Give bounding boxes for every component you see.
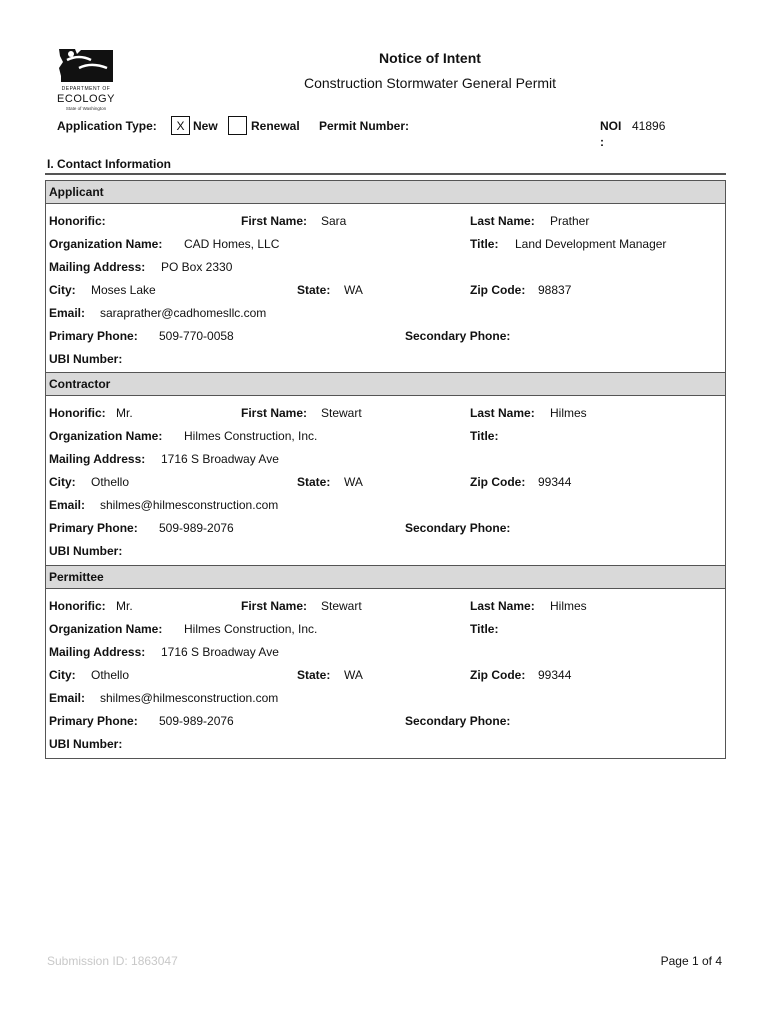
state-label: State: <box>297 283 331 297</box>
logo-department-text: DEPARTMENT OF <box>61 86 111 92</box>
permittee-email-row <box>46 691 725 707</box>
mailing-label: Mailing Address: <box>49 260 146 274</box>
title-label: Title: <box>470 622 499 636</box>
applicant-organization: CAD Homes, LLC <box>184 237 280 251</box>
permittee-first-name: Stewart <box>321 599 362 613</box>
primary-phone-label: Primary Phone: <box>49 329 138 343</box>
section-title: I. Contact Information <box>47 157 171 171</box>
contractor-email-row <box>46 498 725 514</box>
first-name-label: First Name: <box>241 406 308 420</box>
ubi-label: UBI Number: <box>49 544 123 558</box>
permittee-phone-row <box>46 714 725 730</box>
contractor-primary-phone: 509-989-2076 <box>159 521 234 535</box>
permittee-panel <box>45 565 726 759</box>
logo-ecology-text: ECOLOGY <box>57 93 115 105</box>
permittee-email: shilmes@hilmesconstruction.com <box>100 691 279 705</box>
contractor-heading: Contractor <box>46 373 725 396</box>
city-label: City: <box>49 283 76 297</box>
primary-phone-label: Primary Phone: <box>49 714 138 728</box>
applicant-state: WA <box>344 283 363 297</box>
organization-label: Organization Name: <box>49 429 163 443</box>
applicant-zip: 98837 <box>538 283 572 297</box>
contractor-first-name: Stewart <box>321 406 362 420</box>
contractor-mailing-row <box>46 452 725 468</box>
zip-label: Zip Code: <box>470 475 526 489</box>
mailing-label: Mailing Address: <box>49 452 146 466</box>
document-title: Notice of Intent <box>379 50 481 66</box>
contractor-city: Othello <box>91 475 130 489</box>
state-label: State: <box>297 668 331 682</box>
applicant-city: Moses Lake <box>91 283 156 297</box>
last-name-label: Last Name: <box>470 599 535 613</box>
email-label: Email: <box>49 306 86 320</box>
applicant-title: Land Development Manager <box>515 237 667 251</box>
applicant-first-name: Sara <box>321 214 347 228</box>
contractor-city-row <box>46 475 725 491</box>
section-divider <box>45 173 726 175</box>
ubi-label: UBI Number: <box>49 737 123 751</box>
applicant-mailing-row <box>46 260 725 276</box>
secondary-phone-label: Secondary Phone: <box>405 714 511 728</box>
first-name-label: First Name: <box>241 599 308 613</box>
document-subtitle: Construction Stormwater General Permit <box>303 75 557 91</box>
contractor-mailing: 1716 S Broadway Ave <box>161 452 279 466</box>
secondary-phone-label: Secondary Phone: <box>405 521 511 535</box>
applicant-email-row <box>46 306 725 322</box>
applicant-ubi-row <box>46 352 725 368</box>
permittee-primary-phone: 509-989-2076 <box>159 714 234 728</box>
permittee-heading: Permittee <box>46 566 725 589</box>
new-label: New <box>193 119 218 133</box>
contractor-email: shilmes@hilmesconstruction.com <box>100 498 279 512</box>
permittee-honorific: Mr. <box>116 599 133 613</box>
applicant-heading: Applicant <box>46 181 725 204</box>
city-label: City: <box>49 475 76 489</box>
noi-label: NOI <box>600 119 622 133</box>
renewal-checkbox[interactable] <box>228 116 247 135</box>
permittee-mailing-row <box>46 645 725 661</box>
contractor-name-row <box>46 406 725 422</box>
contractor-phone-row <box>46 521 725 537</box>
permittee-last-name: Hilmes <box>550 599 587 613</box>
state-label: State: <box>297 475 331 489</box>
last-name-label: Last Name: <box>470 214 535 228</box>
secondary-phone-label: Secondary Phone: <box>405 329 511 343</box>
new-checkbox[interactable]: X <box>171 116 190 135</box>
applicant-mailing: PO Box 2330 <box>161 260 233 274</box>
applicant-phone-row <box>46 329 725 345</box>
honorific-label: Honorific: <box>49 599 106 613</box>
noi-colon: : <box>600 135 604 149</box>
city-label: City: <box>49 668 76 682</box>
contractor-zip: 99344 <box>538 475 572 489</box>
submission-id: Submission ID: 1863047 <box>47 954 178 968</box>
applicant-city-row <box>46 283 725 299</box>
permittee-zip: 99344 <box>538 668 572 682</box>
permittee-mailing: 1716 S Broadway Ave <box>161 645 279 659</box>
contractor-honorific: Mr. <box>116 406 133 420</box>
applicant-email: saraprather@cadhomesllc.com <box>100 306 267 320</box>
contractor-last-name: Hilmes <box>550 406 587 420</box>
permittee-name-row <box>46 599 725 615</box>
ubi-label: UBI Number: <box>49 352 123 366</box>
page-number: Page 1 of 4 <box>660 954 722 968</box>
permittee-ubi-row <box>46 737 725 753</box>
permittee-org-row <box>46 622 725 638</box>
logo-state-text: State of Washington <box>65 106 107 111</box>
honorific-label: Honorific: <box>49 214 106 228</box>
first-name-label: First Name: <box>241 214 308 228</box>
permit-number-label: Permit Number: <box>319 119 410 133</box>
contractor-org-row <box>46 429 725 445</box>
honorific-label: Honorific: <box>49 406 106 420</box>
title-label: Title: <box>470 429 499 443</box>
last-name-label: Last Name: <box>470 406 535 420</box>
permittee-state: WA <box>344 668 363 682</box>
contractor-organization: Hilmes Construction, Inc. <box>184 429 318 443</box>
email-label: Email: <box>49 691 86 705</box>
email-label: Email: <box>49 498 86 512</box>
zip-label: Zip Code: <box>470 668 526 682</box>
applicant-name-row <box>46 214 725 230</box>
organization-label: Organization Name: <box>49 237 163 251</box>
contractor-panel <box>45 372 726 566</box>
contractor-ubi-row <box>46 544 725 560</box>
renewal-label: Renewal <box>251 119 300 133</box>
primary-phone-label: Primary Phone: <box>49 521 138 535</box>
permittee-city: Othello <box>91 668 130 682</box>
applicant-org-row <box>46 237 725 253</box>
application-type-label: Application Type: <box>57 119 157 133</box>
applicant-primary-phone: 509-770-0058 <box>159 329 234 343</box>
applicant-last-name: Prather <box>550 214 590 228</box>
organization-label: Organization Name: <box>49 622 163 636</box>
noi-value: 41896 <box>632 119 666 133</box>
permittee-city-row <box>46 668 725 684</box>
applicant-panel <box>45 180 726 373</box>
permittee-organization: Hilmes Construction, Inc. <box>184 622 318 636</box>
title-label: Title: <box>470 237 499 251</box>
zip-label: Zip Code: <box>470 283 526 297</box>
mailing-label: Mailing Address: <box>49 645 146 659</box>
contractor-state: WA <box>344 475 363 489</box>
